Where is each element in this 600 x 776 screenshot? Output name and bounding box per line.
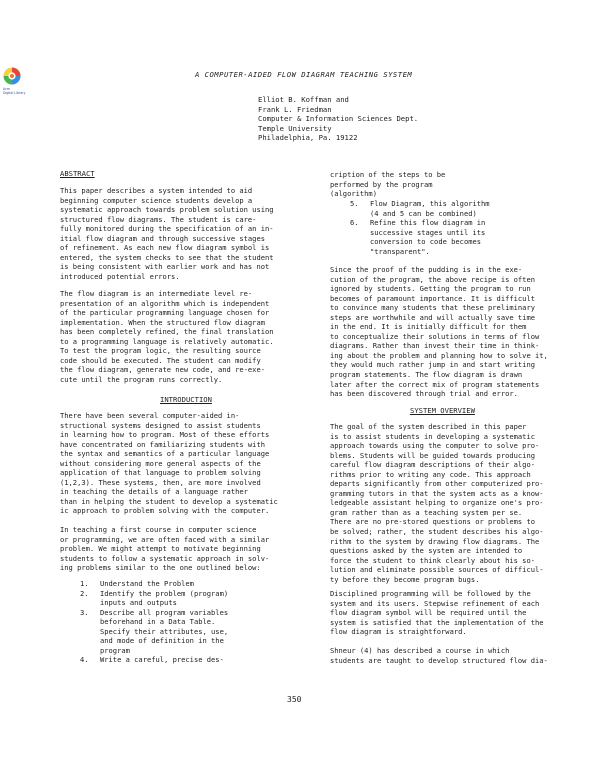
abstract-heading: ABSTRACT bbox=[60, 169, 95, 178]
text-line: the syntax and semantics of a particular language bbox=[60, 449, 270, 459]
text-line: cution of the program, the above recipe is often bbox=[330, 274, 535, 284]
text-line: diagrams. Rather than invest their time in think- bbox=[330, 341, 540, 351]
list-item bbox=[80, 579, 228, 589]
text-line: cute until the program runs correctly. bbox=[60, 374, 223, 384]
text-line: The goal of the system described in this paper bbox=[330, 422, 527, 431]
text-line: gramming tutors in that the system acts as a know- bbox=[330, 488, 544, 498]
text-line: Since the proof of the pudding is in the exe- bbox=[330, 265, 523, 274]
text-line: There have been several computer-aided in- bbox=[60, 411, 240, 420]
text-line: application of that language to problem solving bbox=[60, 468, 261, 478]
paper-title: A COMPUTER-AIDED FLOW DIAGRAM TEACHING SYSTEM bbox=[195, 70, 413, 79]
list-item bbox=[80, 655, 228, 665]
text-line: have concentrated on familiarizing students with bbox=[60, 439, 265, 449]
text-line: than in helping the student to develop a systematic bbox=[60, 496, 278, 506]
text-line: gram rather than as a teaching system per se. bbox=[330, 507, 523, 517]
text-line: has been discovered through trial and error. bbox=[330, 389, 518, 399]
text-line: in teaching the details of a language rather bbox=[60, 487, 248, 497]
author-line: Elliot B. Koffman and bbox=[258, 95, 349, 104]
list-item-line: beforehand in a Data Table. bbox=[100, 617, 216, 627]
list-item-line: inputs and outputs bbox=[100, 598, 177, 608]
list-item-line: "transparent". bbox=[370, 246, 430, 256]
list-item-line: program bbox=[100, 645, 130, 655]
text-line: (1,2,3). These systems, then, are more involved bbox=[60, 477, 261, 487]
text-line: flow diagram symbol will be required until the bbox=[330, 608, 527, 618]
author-line: Philadelphia, Pa. 19122 bbox=[258, 133, 358, 143]
list-item bbox=[80, 589, 228, 608]
text-line: Disciplined programming will be followed by the bbox=[330, 589, 531, 598]
text-line: approach towards using the computer to solve pro- bbox=[330, 441, 540, 451]
author-line: Computer & Information Sciences Dept. bbox=[258, 114, 419, 124]
text-line: blems. Students will be guided towards producing bbox=[330, 450, 535, 460]
text-line: they would much rather jump in and start writing bbox=[330, 360, 535, 370]
right-paragraph-1 bbox=[330, 265, 548, 399]
text-line: of the particular programming language chosen for bbox=[60, 308, 270, 318]
list-item-line: successive stages until its bbox=[370, 227, 486, 237]
text-line: system and its users. Stepwise refinement of each bbox=[330, 598, 540, 608]
text-line: to convince many students that these preliminary bbox=[330, 303, 535, 313]
text-line: careful flow diagram descriptions of their algo- bbox=[330, 460, 535, 470]
introduction-heading: INTRODUCTION bbox=[160, 395, 212, 404]
text-line: without considering more general aspects of the bbox=[60, 458, 261, 468]
text-line: beginning computer science students develop a bbox=[60, 195, 253, 205]
text-line: or programming, we are often faced with a similar bbox=[60, 534, 270, 544]
list-item-line: Specify their attributes, use, bbox=[100, 626, 229, 636]
text-line: students to follow a systematic approach in solv- bbox=[60, 553, 270, 563]
text-line: There are no pre-stored questions or problems to bbox=[330, 517, 535, 527]
text-line: Shneur (4) has described a course in which bbox=[330, 646, 510, 655]
list-item-line: Flow Diagram, this algorithm bbox=[370, 199, 490, 208]
list-item-number: 5. bbox=[350, 199, 359, 208]
list-item-number: 2. bbox=[80, 588, 89, 598]
list-item bbox=[350, 218, 490, 256]
text-line: departs significantly from other computerized pro- bbox=[330, 479, 544, 489]
text-line: performed by the program bbox=[330, 179, 433, 189]
text-line: ic approach to problem solving with the computer. bbox=[60, 506, 270, 516]
text-line: in learning how to program. Most of these efforts bbox=[60, 430, 270, 440]
author-block bbox=[258, 95, 418, 143]
text-line: presentation of an algorithm which is independent bbox=[60, 298, 270, 308]
text-line: To test the program logic, the resulting source bbox=[60, 346, 261, 356]
text-line: itial flow diagram and through successive stages bbox=[60, 233, 265, 243]
text-line: later after the correct mix of program statements bbox=[330, 379, 540, 389]
author-line: Frank L. Friedman bbox=[258, 104, 332, 114]
text-line: The flow diagram is an intermediate level re- bbox=[60, 289, 253, 298]
text-line: system is satisfied that the implementation of the bbox=[330, 617, 544, 627]
text-line: to conceptualize their solutions in terms of flow bbox=[330, 331, 540, 341]
text-line: lution and eliminate possible sources of difficul- bbox=[330, 565, 544, 575]
list-item-line: Refine this flow diagram in bbox=[370, 218, 486, 228]
right-paragraph-4 bbox=[330, 646, 548, 665]
list-item-number: 4. bbox=[80, 655, 89, 665]
text-line: in the end. It is initially difficult for them bbox=[330, 322, 527, 332]
text-line: ing problems similar to the one outlined below: bbox=[60, 563, 261, 573]
list-item-line: Identify the problem (program) bbox=[100, 588, 229, 598]
text-line: has been completely refined, the final translation bbox=[60, 327, 274, 337]
introduction-paragraph-1 bbox=[60, 411, 278, 516]
text-line: is to assist students in developing a systematic bbox=[330, 431, 535, 441]
text-line: introduced potential errors. bbox=[60, 271, 180, 281]
text-line: flow diagram is straightforward. bbox=[330, 627, 467, 637]
list-item-line: Describe all program variables bbox=[100, 607, 229, 617]
abstract-paragraph-1 bbox=[60, 186, 274, 281]
list-item bbox=[80, 608, 228, 656]
text-line: to a programming language is relatively automatic. bbox=[60, 336, 274, 346]
list-item-line: Write a careful, precise des- bbox=[100, 655, 224, 665]
list-item-number: 1. bbox=[80, 579, 89, 588]
list-item-number: 3. bbox=[80, 607, 89, 617]
text-line: becomes of paramount importance. It is difficult bbox=[330, 293, 535, 303]
text-line: students are taught to develop structured flow dia- bbox=[330, 655, 548, 665]
text-line: implementation. When the structured flow diagram bbox=[60, 317, 265, 327]
steps-list-right bbox=[350, 199, 490, 256]
text-line: rithm to the system by drawing flow diagrams. The bbox=[330, 536, 540, 546]
list-item-number: 6. bbox=[350, 218, 359, 228]
list-item-line: and mode of definition in the bbox=[100, 636, 224, 646]
text-line: is being consistent with earlier work and has not bbox=[60, 262, 270, 272]
text-line: ledgeable assistant helping to organize one's pro- bbox=[330, 498, 544, 508]
text-line: code should be executed. The student can modify bbox=[60, 355, 261, 365]
acm-digital-library-logo[interactable] bbox=[1, 64, 26, 98]
text-line: program statements. The flow diagram is drawn bbox=[330, 370, 523, 380]
text-line: of refinement. As each new flow diagram symbol is bbox=[60, 243, 270, 253]
text-line: be solved; rather, the student describes his algo- bbox=[330, 527, 544, 537]
introduction-paragraph-2 bbox=[60, 525, 269, 573]
text-line: In teaching a first course in computer science bbox=[60, 525, 257, 534]
text-line: This paper describes a system intended to aid bbox=[60, 186, 253, 195]
list-item-line: conversion to code becomes bbox=[370, 237, 482, 247]
text-line: (algorithm) bbox=[330, 189, 377, 199]
acm-logo-icon bbox=[1, 64, 23, 88]
list-item-line: Understand the Problem bbox=[100, 579, 194, 588]
steps-list-left bbox=[80, 579, 228, 665]
text-line: the flow diagram, generate new code, and re-exe- bbox=[60, 365, 265, 375]
text-line: structured flow diagrams. The student is care- bbox=[60, 214, 257, 224]
text-line: rithms prior to writing any code. This approach bbox=[330, 469, 531, 479]
logo-caption-line: Acm bbox=[3, 87, 10, 91]
logo-caption bbox=[3, 88, 26, 95]
text-line: force the student to think clearly about his so- bbox=[330, 555, 535, 565]
text-line: ty before they become program bugs. bbox=[330, 574, 480, 584]
text-line: structional systems designed to assist students bbox=[60, 420, 261, 430]
text-line: problem. We might attempt to motivate beginning bbox=[60, 544, 261, 554]
text-line: ignored by students. Getting the program to run bbox=[330, 284, 531, 294]
text-line: questions asked by the system are intended to bbox=[330, 546, 523, 556]
text-line: fully monitored during the specification of an in- bbox=[60, 224, 274, 234]
text-line: entered, the system checks to see that the student bbox=[60, 252, 274, 262]
right-paragraph-3 bbox=[330, 589, 544, 637]
page-number: 350 bbox=[287, 695, 302, 704]
text-line: ing about the problem and planning how to solve it, bbox=[330, 350, 548, 360]
list-item bbox=[350, 199, 490, 218]
logo-caption-line: Digital Library bbox=[3, 90, 26, 95]
author-line: Temple University bbox=[258, 123, 332, 133]
steps-continuation bbox=[330, 170, 445, 199]
text-line: steps are worthwhile and will actually save time bbox=[330, 312, 535, 322]
abstract-paragraph-2 bbox=[60, 289, 274, 384]
list-item-line: (4 and 5 can be combined) bbox=[370, 208, 477, 218]
text-line: systematic approach towards problem solution using bbox=[60, 205, 274, 215]
system-overview-heading: SYSTEM OVERVIEW bbox=[410, 406, 475, 415]
right-paragraph-2 bbox=[330, 422, 544, 584]
text-line: cription of the steps to be bbox=[330, 170, 446, 179]
